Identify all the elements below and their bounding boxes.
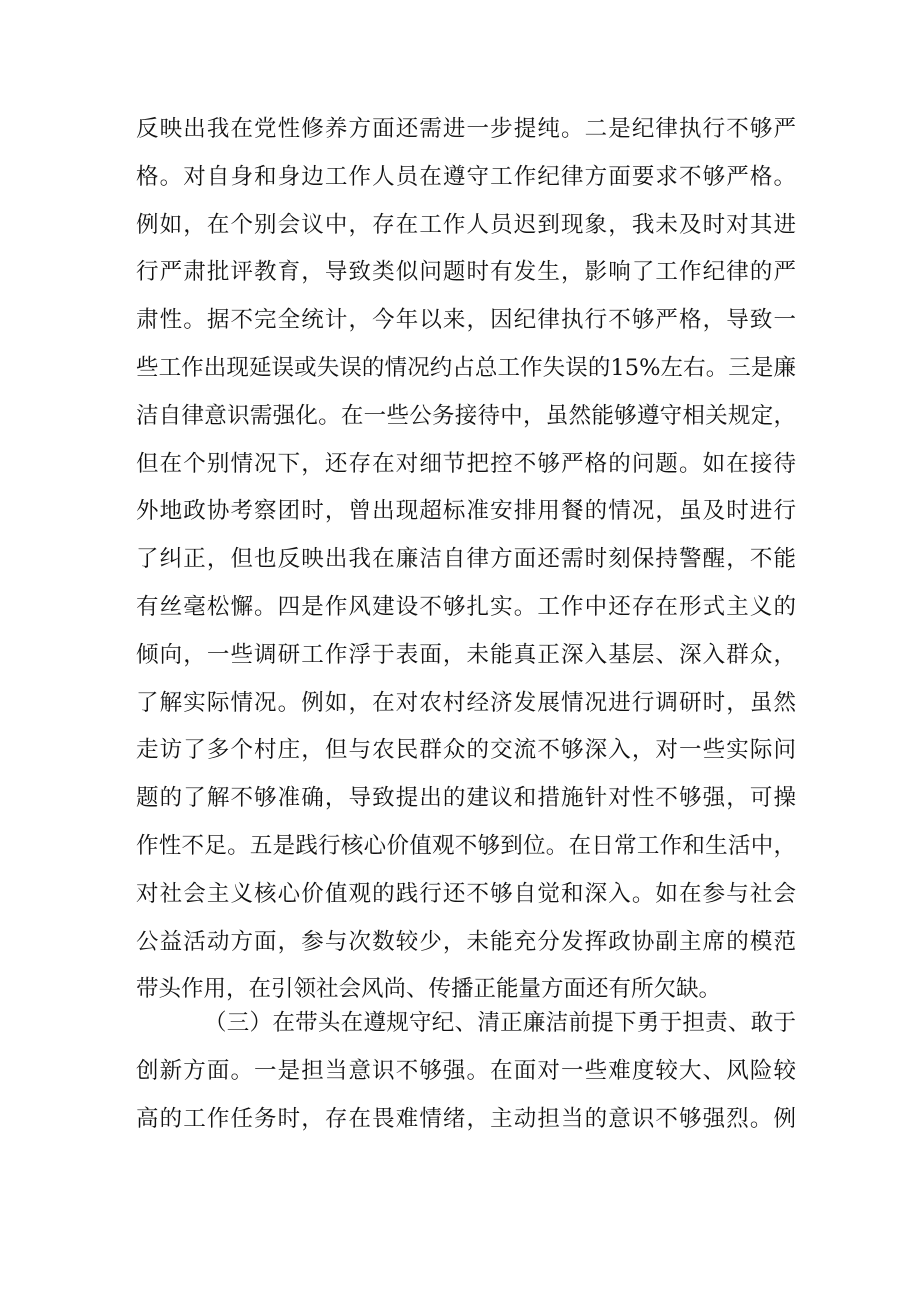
text-line: 肃性。据不完全统计，今年以来，因纪律执行不够严格，导致一 xyxy=(136,307,796,334)
body-paragraph xyxy=(136,1000,796,1143)
text-line: 带头作用，在引领社会风尚、传播正能量方面还有所欠缺。 xyxy=(136,976,722,1003)
text-line: 反映出我在党性修养方面还需进一步提纯。二是纪律执行不够严 xyxy=(136,116,796,142)
text-line: 倾向，一些调研工作浮于表面，未能真正深入基层、深入群众， xyxy=(136,641,796,668)
text-line: 些工作出现延误或失误的情况约占总工作失误的15%左右。三是廉 xyxy=(136,354,796,381)
text-line: 有丝毫松懈。四是作风建设不够扎实。工作中还存在形式主义的 xyxy=(136,593,796,620)
text-line: 洁自律意识需强化。在一些公务接待中，虽然能够遵守相关规定， xyxy=(136,402,796,429)
text-line: 外地政协考察团时，曾出现超标准安排用餐的情况，虽及时进行 xyxy=(136,498,796,525)
text-line: 格。对自身和身边工作人员在遵守工作纪律方面要求不够严格。 xyxy=(136,163,796,190)
text-line: 了解实际情况。例如，在对农村经济发展情况进行调研时，虽然 xyxy=(136,689,796,716)
section-heading-line: （三）在带头在遵规守纪、清正廉洁前提下勇于担责、敢于 xyxy=(204,1010,796,1036)
text-line: 题的了解不够准确，导致提出的建议和措施针对性不够强，可操 xyxy=(136,785,796,812)
text-line: 对社会主义核心价值观的践行还不够自觉和深入。如在参与社会 xyxy=(136,880,796,907)
text-line: 创新方面。一是担当意识不够强。在面对一些难度较大、风险较 xyxy=(136,1057,796,1084)
text-line: 高的工作任务时，存在畏难情绪，主动担当的意识不够强烈。例 xyxy=(136,1105,796,1132)
text-line: 作性不足。五是践行核心价值观不够到位。在日常工作和生活中， xyxy=(136,832,796,859)
text-line: 公益活动方面，参与次数较少，未能充分发挥政协副主席的模范 xyxy=(136,928,796,955)
text-line: 走访了多个村庄，但与农民群众的交流不够深入，对一些实际问 xyxy=(136,737,796,764)
text-line: 行严肃批评教育，导致类似问题时有发生，影响了工作纪律的严 xyxy=(136,259,796,286)
text-line: 例如，在个别会议中，存在工作人员迟到现象，我未及时对其进 xyxy=(136,211,796,238)
text-line: 但在个别情况下，还存在对细节把控不够严格的问题。如在接待 xyxy=(136,450,796,477)
text-line: 了纠正，但也反映出我在廉洁自律方面还需时刻保持警醒，不能 xyxy=(136,546,796,573)
body-paragraph xyxy=(136,106,796,1014)
